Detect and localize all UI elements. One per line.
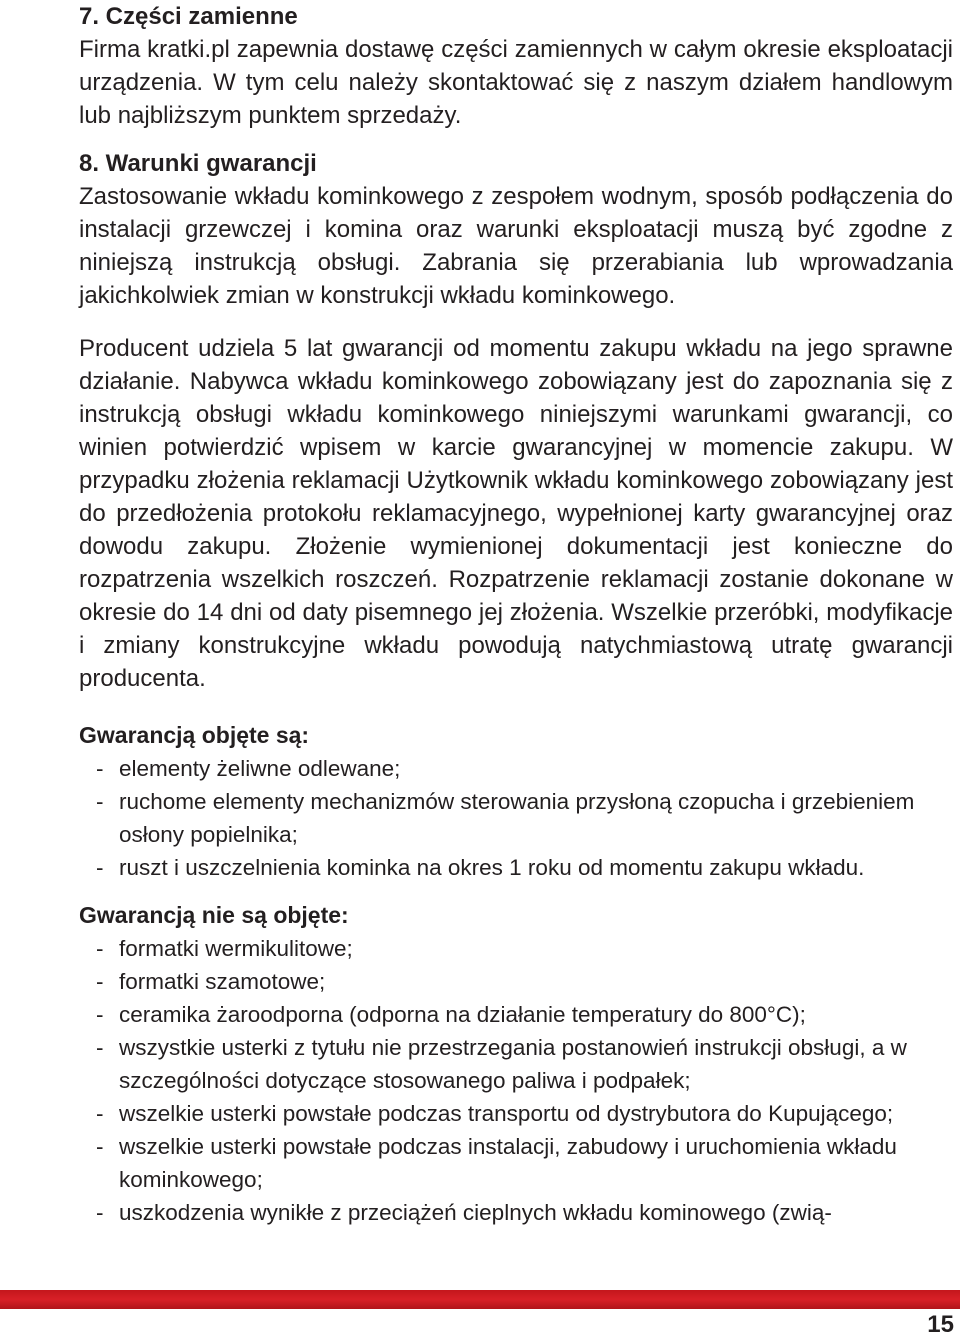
section-heading: 8. Warunki gwarancji (79, 150, 317, 177)
dash-marker: - (96, 1002, 104, 1027)
section-spare-parts (79, 0, 953, 132)
list-item-text: uszkodzenia wynikłe z przeciążeń cieplnych wkładu kominowego (zwią- (119, 1200, 832, 1225)
list-item-text: ruchome elementy mechanizmów sterowania przysłoną czopucha i grzebieniem osłony popielnika; (119, 789, 915, 847)
list-item-text: formatki szamotowe; (119, 969, 326, 994)
list-heading: Gwarancją objęte są: (79, 722, 310, 748)
list-item (79, 1196, 953, 1229)
covered-list (79, 752, 953, 884)
dash-marker: - (96, 1101, 104, 1126)
footer-accent-bar (0, 1290, 960, 1309)
dash-marker: - (96, 1134, 104, 1159)
dash-marker: - (96, 1035, 104, 1060)
list-item (79, 1130, 953, 1196)
list-item (79, 851, 953, 884)
dash-marker: - (96, 756, 104, 781)
section-text: Firma kratki.pl zapewnia dostawę części zamiennych w całym okresie eksploatacji urządzenia. W tym celu należy skontaktować się z naszym działem handlowym lub najbliższym punktem sprzedaży. (79, 36, 953, 129)
list-item-text: elementy żeliwne odlewane; (119, 756, 401, 781)
covered-list-section (79, 719, 953, 884)
list-item-text: wszelkie usterki powstałe podczas instalacji, zabudowy i uruchomienia wkładu kominkowego; (119, 1134, 897, 1192)
dash-marker: - (96, 855, 104, 880)
dash-marker: - (96, 969, 104, 994)
not-covered-list (79, 932, 953, 1229)
list-item-text: ruszt i uszczelnienia kominka na okres 1 roku od momentu zakupu wkładu. (119, 855, 865, 880)
page-content (79, 0, 953, 1229)
list-item-text: formatki wermikulitowe; (119, 936, 353, 961)
list-item (79, 998, 953, 1031)
list-item (79, 1031, 953, 1097)
list-item-text: wszelkie usterki powstałe podczas transportu od dystrybutora do Kupującego; (119, 1101, 894, 1126)
dash-marker: - (96, 936, 104, 961)
section-warranty-terms (79, 147, 953, 695)
list-item (79, 932, 953, 965)
list-item-text: wszystkie usterki z tytułu nie przestrzegania postanowień instrukcji obsługi, a w szczególności dotyczące stosowanego paliwa i podpałek; (119, 1035, 907, 1093)
list-item-text: ceramika żaroodporna (odporna na działanie temperatury do 800°C); (119, 1002, 806, 1027)
list-item (79, 1097, 953, 1130)
section-heading: 7. Części zamienne (79, 3, 298, 30)
list-item (79, 785, 953, 851)
dash-marker: - (96, 789, 104, 814)
list-item (79, 965, 953, 998)
list-heading: Gwarancją nie są objęte: (79, 902, 349, 928)
paragraph: Producent udziela 5 lat gwarancji od momentu zakupu wkładu na jego sprawne działanie. Nabywca wkładu kominkowego zobowiązany jest do zapoznania się z instrukcją obsługi wkładu kominkowego niniejszymi warunkami gwarancji, co winien potwierdzić wpisem w karcie gwarancyjnej w momencie zakupu. W przypadku złożenia reklamacji Użytkownik wkładu kominkowego zobowiązany jest do przedłożenia protokołu reklamacyjnego, wypełnionej karty gwarancyjnej oraz dowodu zakupu. Złożenie wymienionej dokumentacji jest konieczne do rozpatrzenia wszelkich roszczeń. Rozpatrzenie reklamacji zostanie dokonane w okresie do 14 dni od daty pisemnego jej złożenia. Wszelkie przeróbki, modyfikacje i zmiany konstrukcyjne wkładu powodują natychmiastową utratę gwarancji producenta. (79, 335, 953, 692)
not-covered-list-section (79, 899, 953, 1229)
dash-marker: - (96, 1200, 104, 1225)
page-number: 15 (927, 1311, 954, 1338)
list-item (79, 752, 953, 785)
paragraph: Zastosowanie wkładu kominkowego z zespołem wodnym, sposób podłączenia do instalacji grzewczej i komina oraz warunki eksploatacji muszą być zgodne z niniejszą instrukcją obsługi. Zabrania się przerabiania lub wprowadzania jakichkolwiek zmian w konstrukcji wkładu kominkowego. (79, 183, 953, 309)
